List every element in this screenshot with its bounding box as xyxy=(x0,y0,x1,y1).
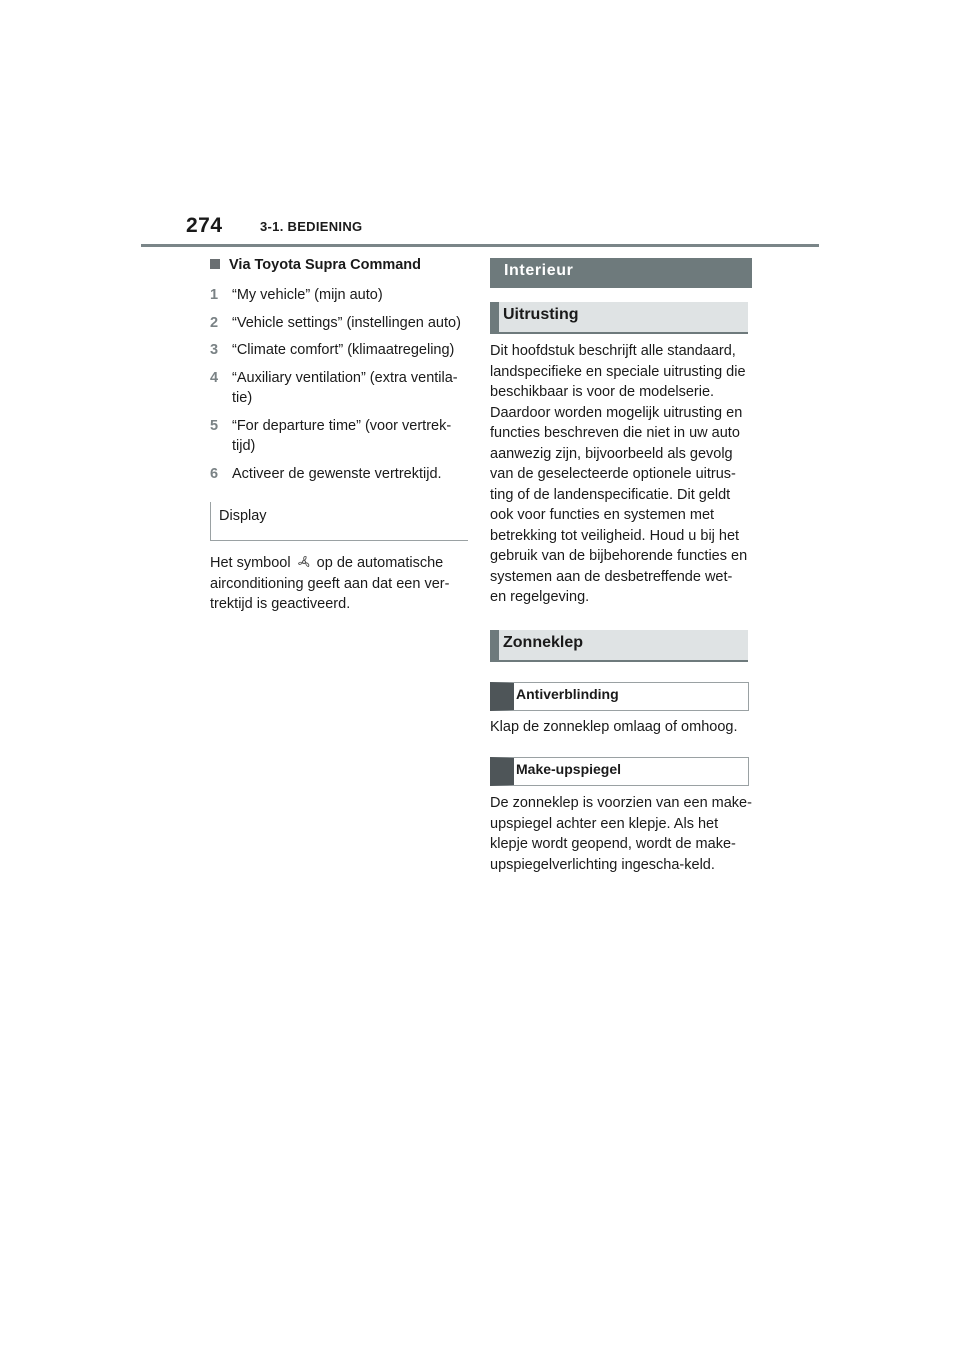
step-text: “My vehicle” (mijn auto) xyxy=(232,287,383,303)
display-label: Display xyxy=(219,508,267,524)
step-number: 5 xyxy=(210,417,219,434)
section-band xyxy=(490,302,748,334)
chapter-band-title: Interieur xyxy=(504,262,574,279)
list-item xyxy=(210,464,472,485)
step-number: 3 xyxy=(210,342,219,358)
step-number: 1 xyxy=(210,287,219,303)
step-number: 6 xyxy=(210,465,219,482)
step-text: “Vehicle settings” (instellingen auto) xyxy=(232,314,461,331)
step-text: “For departure time” (voor vertrek-tijd) xyxy=(232,417,452,454)
page-header xyxy=(0,0,960,260)
step-text: “Climate comfort” (klimaatregeling) xyxy=(232,342,455,358)
header-divider xyxy=(141,244,819,247)
sub-heading-text: Via Toyota Supra Command xyxy=(229,257,422,273)
right-column xyxy=(490,252,752,875)
list-item xyxy=(210,313,472,334)
display-label-box xyxy=(210,502,468,541)
step-number: 4 xyxy=(210,369,219,386)
bullet-square-icon xyxy=(210,259,220,269)
intro-paragraph: Dit hoofdstuk beschrijft alle standaard, landspecifieke en speciale uitrusting die beschikbaar is voor de modelserie. Daardoor worden mogelijk uitrusting en functies beschreven die niet in uw auto aanwezig zijn, bijvoorbeeld als gevolg van de geselecteerde optionele uitrus-ting of de landenspecificatie. Dit geldt ook voor functies en systemen met betrekking tot veiligheid. Houd u bij het gebruik van de bijbehorende functies en systemen aan de desbetreffende wet- en regelgeving. xyxy=(490,343,748,605)
antiglare-box xyxy=(490,682,749,711)
mirror-box xyxy=(490,757,749,786)
list-item xyxy=(210,285,472,306)
step-list xyxy=(210,285,472,484)
antiglare-text: Klap de zonneklep omlaag of omhoog. xyxy=(490,718,738,735)
sunvisor-band-title: Zonneklep xyxy=(503,633,584,651)
left-column xyxy=(210,252,472,615)
mirror-text: De zonneklep is voorzien van een make-upspiegel achter een klepje. Als het klepje wordt geopend, wordt de make-upspiegelverlichting ingescha-keld. xyxy=(490,795,752,873)
mirror-title: Make-upspiegel xyxy=(516,761,622,777)
section-title: 3-1. BEDIENING xyxy=(260,219,363,234)
fan-timer-icon xyxy=(297,555,311,569)
step-number: 2 xyxy=(210,314,219,331)
list-item xyxy=(210,416,472,457)
antiglare-title: Antiverblinding xyxy=(516,685,619,702)
list-item xyxy=(210,368,472,409)
symbol-text-before: Het symbool xyxy=(210,555,291,571)
chapter-band xyxy=(490,258,752,288)
symbol-text-after: op de automatische airconditioning geeft aan dat een ver-trektijd is geactiveerd. xyxy=(210,555,450,612)
list-item xyxy=(210,340,472,361)
sunvisor-band xyxy=(490,630,748,662)
sub-heading xyxy=(210,255,472,275)
step-text: “Auxiliary ventilation” (extra ventila-tie) xyxy=(232,369,458,406)
symbol-paragraph xyxy=(210,553,472,615)
page-number: 274 xyxy=(186,214,223,237)
step-text: Activeer de gewenste vertrektijd. xyxy=(232,465,442,482)
section-band-title: Uitrusting xyxy=(503,306,579,323)
